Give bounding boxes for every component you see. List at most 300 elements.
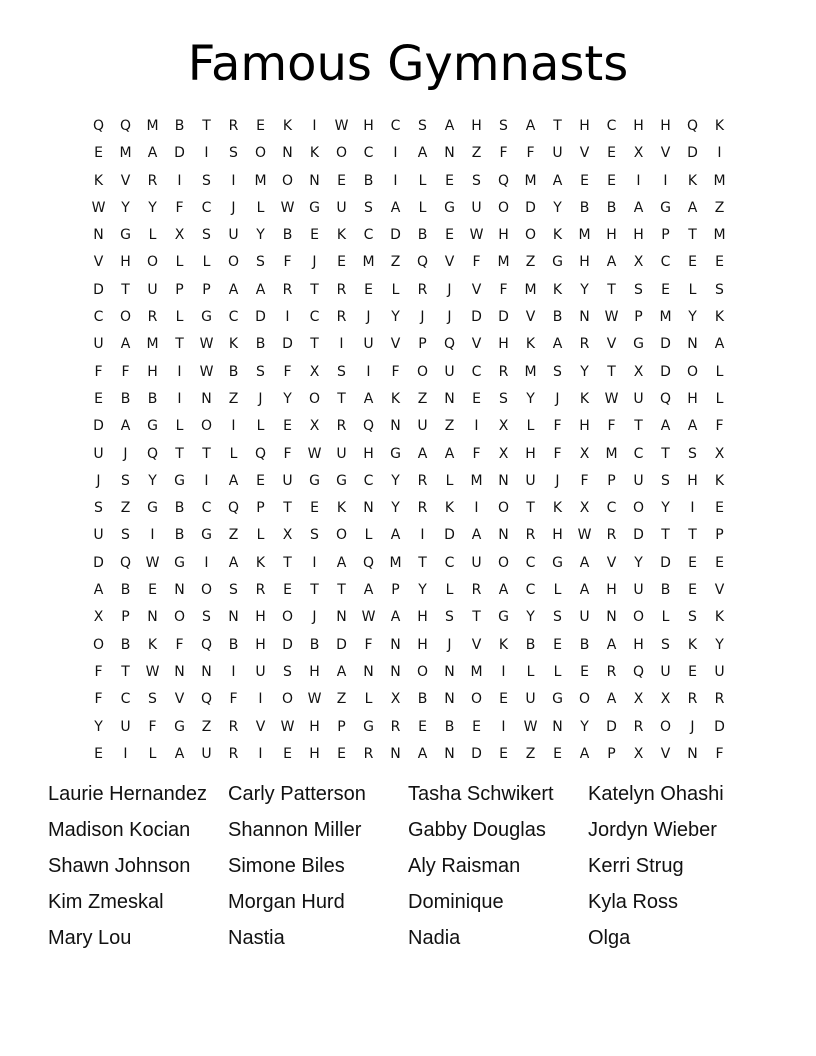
- grid-letter: D: [525, 199, 536, 216]
- grid-letter: F: [526, 145, 535, 162]
- grid-letter: C: [120, 691, 131, 708]
- grid-letter: N: [363, 663, 374, 680]
- grid-letter: S: [229, 582, 238, 599]
- grid-letter: N: [444, 663, 455, 680]
- grid-letter: B: [444, 718, 455, 735]
- grid-letter: I: [177, 172, 182, 189]
- grid-letter: R: [633, 718, 644, 735]
- word-list-item: Kerri Strug: [588, 855, 684, 877]
- grid-letter: T: [661, 527, 670, 544]
- grid-letter: C: [93, 309, 104, 326]
- grid-letter: D: [471, 309, 482, 326]
- word-list-item: Shawn Johnson: [48, 855, 191, 877]
- word-list-item: Kyla Ross: [588, 891, 679, 913]
- grid-letter: V: [660, 745, 671, 762]
- grid-letter: F: [148, 718, 157, 735]
- grid-letter: O: [200, 582, 213, 599]
- grid-letter: E: [445, 227, 454, 244]
- grid-letter: M: [470, 472, 483, 489]
- grid-letter: S: [553, 609, 562, 626]
- grid-letter: Z: [525, 745, 536, 762]
- grid-letter: A: [336, 554, 347, 571]
- grid-letter: E: [580, 172, 589, 189]
- grid-letter: T: [202, 118, 211, 134]
- grid-letter: A: [552, 172, 563, 189]
- grid-letter: E: [310, 227, 319, 244]
- grid-letter: F: [94, 363, 103, 380]
- grid-letter: D: [390, 227, 401, 244]
- grid-letter: O: [227, 254, 240, 271]
- grid-letter: Y: [526, 390, 535, 407]
- grid-letter: S: [661, 636, 670, 653]
- grid-letter: U: [471, 554, 482, 571]
- grid-letter: I: [312, 554, 317, 571]
- grid-letter: Q: [146, 445, 159, 462]
- grid-letter: Z: [336, 691, 347, 708]
- grid-letter: U: [336, 445, 347, 462]
- grid-letter: O: [254, 145, 267, 162]
- grid-letter: Q: [200, 691, 213, 708]
- grid-letter: O: [335, 527, 348, 544]
- grid-letter: L: [364, 691, 373, 708]
- grid-letter: C: [660, 254, 671, 271]
- grid-letter: G: [336, 472, 347, 489]
- grid-letter: A: [579, 745, 590, 762]
- grid-letter: B: [660, 582, 671, 599]
- grid-letter: R: [228, 718, 239, 735]
- grid-letter: X: [633, 254, 644, 271]
- grid-letter: Q: [92, 118, 105, 134]
- grid-letter: K: [687, 172, 698, 189]
- grid-letter: S: [445, 609, 454, 626]
- grid-letter: L: [175, 418, 184, 435]
- grid-letter: V: [444, 254, 455, 271]
- grid-letter: Q: [659, 390, 672, 407]
- grid-letter: K: [309, 145, 320, 162]
- grid-letter: U: [633, 582, 644, 599]
- grid-letter: N: [336, 609, 347, 626]
- grid-letter: K: [525, 336, 536, 353]
- grid-letter: I: [366, 363, 371, 380]
- grid-letter: X: [282, 527, 293, 544]
- grid-letter: C: [606, 500, 617, 517]
- grid-letter: G: [174, 472, 185, 489]
- grid-letter: B: [417, 227, 428, 244]
- grid-letter: H: [687, 472, 698, 489]
- grid-letter: B: [282, 227, 293, 244]
- grid-letter: Y: [580, 718, 589, 735]
- grid-letter: P: [661, 227, 670, 244]
- grid-letter: U: [93, 445, 104, 462]
- grid-letter: P: [634, 309, 643, 326]
- grid-letter: T: [310, 582, 319, 599]
- grid-letter: L: [715, 390, 724, 407]
- grid-letter: T: [175, 445, 184, 462]
- grid-letter: G: [120, 227, 131, 244]
- grid-letter: X: [174, 227, 185, 244]
- grid-letter: E: [337, 745, 346, 762]
- grid-letter: E: [607, 145, 616, 162]
- grid-letter: R: [282, 281, 293, 298]
- grid-letter: J: [312, 609, 317, 626]
- grid-letter: N: [579, 309, 590, 326]
- grid-letter: I: [339, 336, 344, 353]
- grid-letter: M: [524, 281, 537, 298]
- grid-letter: L: [175, 254, 184, 271]
- grid-letter: R: [525, 527, 536, 544]
- word-list-item: Gabby Douglas: [408, 819, 546, 841]
- grid-letter: X: [633, 691, 644, 708]
- grid-letter: Z: [714, 199, 725, 216]
- grid-letter: Q: [443, 336, 456, 353]
- grid-letter: N: [390, 418, 401, 435]
- grid-letter: F: [283, 254, 292, 271]
- grid-letter: L: [526, 418, 535, 435]
- grid-letter: V: [120, 172, 131, 189]
- grid-letter: I: [312, 118, 317, 134]
- grid-letter: C: [390, 118, 401, 134]
- grid-letter: L: [445, 582, 454, 599]
- grid-letter: U: [255, 663, 266, 680]
- grid-letter: R: [606, 663, 617, 680]
- grid-letter: Y: [580, 281, 589, 298]
- grid-letter: B: [174, 527, 185, 544]
- grid-letter: S: [499, 390, 508, 407]
- grid-letter: E: [472, 390, 481, 407]
- grid-letter: V: [471, 636, 482, 653]
- grid-letter: R: [417, 472, 428, 489]
- grid-letter: E: [256, 472, 265, 489]
- word-list-item: Tasha Schwikert: [408, 783, 554, 805]
- grid-letter: H: [579, 254, 590, 271]
- grid-letter: F: [499, 281, 508, 298]
- grid-letter: M: [578, 227, 591, 244]
- grid-letter: K: [714, 118, 725, 134]
- grid-letter: S: [229, 145, 238, 162]
- grid-letter: C: [363, 472, 374, 489]
- grid-letter: F: [175, 199, 184, 216]
- grid-letter: N: [687, 745, 698, 762]
- grid-letter: G: [660, 199, 671, 216]
- grid-letter: H: [309, 718, 320, 735]
- grid-letter: N: [309, 172, 320, 189]
- grid-letter: R: [498, 363, 509, 380]
- grid-letter: F: [472, 254, 481, 271]
- grid-letter: U: [336, 199, 347, 216]
- grid-letter: T: [175, 336, 184, 353]
- grid-letter: I: [474, 500, 479, 517]
- grid-letter: E: [94, 145, 103, 162]
- grid-letter: J: [123, 445, 128, 462]
- grid-letter: V: [174, 691, 185, 708]
- letter-grid: [85, 113, 733, 768]
- grid-letter: E: [364, 281, 373, 298]
- grid-letter: H: [255, 609, 266, 626]
- grid-letter: E: [94, 745, 103, 762]
- grid-letter: A: [120, 336, 131, 353]
- grid-letter: O: [281, 609, 294, 626]
- grid-letter: S: [364, 199, 373, 216]
- grid-letter: I: [204, 472, 209, 489]
- grid-letter: I: [393, 145, 398, 162]
- grid-letter: K: [714, 309, 725, 326]
- grid-letter: M: [146, 118, 159, 134]
- grid-letter: G: [633, 336, 644, 353]
- word-list-item: Olga: [588, 927, 631, 949]
- grid-letter: F: [715, 418, 724, 435]
- grid-letter: Q: [254, 445, 267, 462]
- grid-letter: J: [366, 309, 371, 326]
- grid-letter: E: [580, 663, 589, 680]
- grid-letter: D: [498, 309, 509, 326]
- grid-letter: G: [309, 199, 320, 216]
- grid-letter: E: [715, 554, 724, 571]
- grid-letter: Y: [391, 500, 400, 517]
- grid-letter: O: [497, 554, 510, 571]
- grid-letter: O: [659, 718, 672, 735]
- grid-letter: H: [309, 745, 320, 762]
- grid-letter: N: [390, 745, 401, 762]
- grid-letter: U: [714, 663, 725, 680]
- grid-letter: H: [309, 663, 320, 680]
- page-title: Famous Gymnasts: [187, 36, 629, 92]
- grid-letter: O: [119, 309, 132, 326]
- grid-letter: S: [553, 363, 562, 380]
- grid-letter: H: [363, 118, 374, 134]
- grid-letter: C: [525, 582, 536, 599]
- grid-letter: H: [660, 118, 671, 134]
- grid-letter: Z: [120, 500, 131, 517]
- grid-letter: O: [335, 145, 348, 162]
- grid-letter: O: [497, 500, 510, 517]
- grid-letter: F: [553, 418, 562, 435]
- grid-letter: L: [553, 663, 562, 680]
- grid-letter: L: [418, 199, 427, 216]
- grid-letter: O: [173, 609, 186, 626]
- grid-letter: Z: [228, 527, 239, 544]
- grid-letter: R: [417, 281, 428, 298]
- grid-letter: C: [471, 363, 482, 380]
- grid-letter: M: [146, 336, 159, 353]
- grid-letter: L: [175, 309, 184, 326]
- grid-letter: Q: [119, 554, 132, 571]
- grid-letter: Q: [686, 118, 699, 134]
- grid-letter: A: [363, 390, 374, 407]
- grid-letter: W: [280, 718, 295, 735]
- grid-letter: N: [390, 636, 401, 653]
- grid-letter: Y: [715, 636, 724, 653]
- grid-letter: N: [552, 718, 563, 735]
- grid-letter: A: [552, 336, 563, 353]
- grid-letter: O: [146, 254, 159, 271]
- grid-letter: T: [310, 281, 319, 298]
- grid-letter: R: [228, 745, 239, 762]
- grid-letter: F: [472, 445, 481, 462]
- grid-letter: B: [309, 636, 320, 653]
- grid-letter: W: [334, 118, 349, 134]
- grid-letter: O: [497, 199, 510, 216]
- grid-letter: A: [390, 609, 401, 626]
- grid-letter: U: [417, 418, 428, 435]
- grid-letter: E: [715, 500, 724, 517]
- grid-letter: I: [150, 527, 155, 544]
- grid-letter: I: [636, 172, 641, 189]
- grid-letter: J: [312, 254, 317, 271]
- grid-letter: E: [715, 254, 724, 271]
- grid-letter: N: [147, 609, 158, 626]
- grid-letter: T: [283, 500, 292, 517]
- word-list-item: Katelyn Ohashi: [588, 783, 724, 805]
- word-list-item: Carly Patterson: [228, 783, 366, 805]
- grid-letter: I: [177, 390, 182, 407]
- grid-letter: K: [552, 227, 563, 244]
- grid-letter: U: [579, 609, 590, 626]
- grid-letter: V: [579, 145, 590, 162]
- grid-letter: A: [417, 745, 428, 762]
- grid-letter: S: [148, 691, 157, 708]
- grid-letter: B: [147, 390, 158, 407]
- grid-letter: U: [201, 745, 212, 762]
- grid-letter: H: [579, 118, 590, 134]
- grid-letter: F: [121, 363, 130, 380]
- grid-letter: X: [309, 418, 320, 435]
- grid-letter: W: [523, 718, 538, 735]
- grid-letter: G: [552, 254, 563, 271]
- grid-letter: A: [228, 281, 239, 298]
- grid-letter: P: [607, 472, 616, 489]
- grid-letter: I: [501, 663, 506, 680]
- grid-letter: D: [660, 363, 671, 380]
- grid-letter: K: [498, 636, 509, 653]
- grid-letter: S: [310, 527, 319, 544]
- grid-letter: M: [524, 363, 537, 380]
- grid-letter: B: [606, 199, 617, 216]
- grid-letter: Y: [94, 718, 103, 735]
- grid-letter: A: [444, 118, 455, 134]
- grid-letter: J: [690, 718, 695, 735]
- grid-letter: H: [606, 582, 617, 599]
- grid-letter: U: [363, 336, 374, 353]
- grid-letter: W: [280, 199, 295, 216]
- grid-letter: R: [417, 500, 428, 517]
- grid-letter: M: [659, 309, 672, 326]
- grid-letter: P: [337, 718, 346, 735]
- grid-letter: N: [606, 609, 617, 626]
- grid-letter: G: [309, 472, 320, 489]
- grid-letter: N: [687, 336, 698, 353]
- grid-letter: W: [91, 199, 106, 216]
- grid-letter: I: [204, 554, 209, 571]
- grid-letter: J: [447, 309, 452, 326]
- grid-letter: M: [713, 227, 726, 244]
- grid-letter: D: [282, 636, 293, 653]
- grid-letter: W: [199, 363, 214, 380]
- grid-letter: V: [525, 309, 536, 326]
- grid-letter: N: [201, 390, 212, 407]
- grid-letter: O: [686, 363, 699, 380]
- grid-letter: L: [148, 227, 157, 244]
- grid-letter: R: [579, 336, 590, 353]
- grid-letter: J: [96, 472, 101, 489]
- grid-letter: H: [687, 390, 698, 407]
- grid-letter: E: [94, 390, 103, 407]
- grid-letter: N: [444, 390, 455, 407]
- grid-letter: P: [607, 745, 616, 762]
- grid-letter: X: [633, 745, 644, 762]
- grid-letter: T: [661, 445, 670, 462]
- grid-letter: O: [281, 172, 294, 189]
- grid-letter: P: [175, 281, 184, 298]
- grid-letter: S: [202, 172, 211, 189]
- grid-letter: K: [228, 336, 239, 353]
- grid-letter: D: [633, 527, 644, 544]
- grid-letter: U: [93, 527, 104, 544]
- grid-letter: O: [200, 418, 213, 435]
- grid-letter: K: [336, 227, 347, 244]
- grid-letter: E: [418, 718, 427, 735]
- grid-letter: E: [337, 254, 346, 271]
- grid-letter: F: [94, 691, 103, 708]
- grid-letter: H: [255, 636, 266, 653]
- word-list-item: Aly Raisman: [408, 855, 521, 877]
- grid-letter: F: [175, 636, 184, 653]
- grid-letter: A: [417, 145, 428, 162]
- grid-letter: I: [123, 745, 128, 762]
- grid-letter: R: [687, 691, 698, 708]
- grid-letter: E: [688, 663, 697, 680]
- grid-letter: A: [336, 663, 347, 680]
- grid-letter: C: [201, 199, 212, 216]
- grid-letter: B: [552, 309, 563, 326]
- grid-letter: D: [606, 718, 617, 735]
- grid-letter: Z: [390, 254, 401, 271]
- grid-letter: E: [661, 281, 670, 298]
- grid-letter: D: [93, 554, 104, 571]
- grid-letter: J: [447, 281, 452, 298]
- grid-letter: C: [363, 227, 374, 244]
- word-list-item: Morgan Hurd: [228, 891, 345, 913]
- grid-letter: I: [474, 418, 479, 435]
- grid-letter: G: [363, 718, 374, 735]
- grid-letter: O: [524, 227, 537, 244]
- grid-letter: K: [552, 281, 563, 298]
- grid-letter: S: [121, 472, 130, 489]
- grid-letter: N: [444, 145, 455, 162]
- grid-letter: B: [525, 636, 536, 653]
- grid-letter: E: [553, 636, 562, 653]
- grid-letter: R: [336, 418, 347, 435]
- word-list-item: Kim Zmeskal: [48, 891, 164, 913]
- grid-letter: L: [661, 609, 670, 626]
- grid-letter: H: [579, 418, 590, 435]
- grid-letter: G: [552, 554, 563, 571]
- grid-letter: W: [577, 527, 592, 544]
- grid-letter: F: [499, 145, 508, 162]
- grid-letter: H: [471, 118, 482, 134]
- grid-letter: R: [471, 582, 482, 599]
- grid-letter: N: [498, 527, 509, 544]
- grid-letter: W: [145, 663, 160, 680]
- grid-letter: A: [633, 199, 644, 216]
- grid-letter: K: [390, 390, 401, 407]
- grid-letter: T: [472, 609, 481, 626]
- grid-letter: N: [174, 663, 185, 680]
- grid-letter: H: [633, 636, 644, 653]
- grid-letter: G: [390, 445, 401, 462]
- grid-letter: S: [661, 472, 670, 489]
- grid-letter: B: [579, 199, 590, 216]
- grid-letter: W: [469, 227, 484, 244]
